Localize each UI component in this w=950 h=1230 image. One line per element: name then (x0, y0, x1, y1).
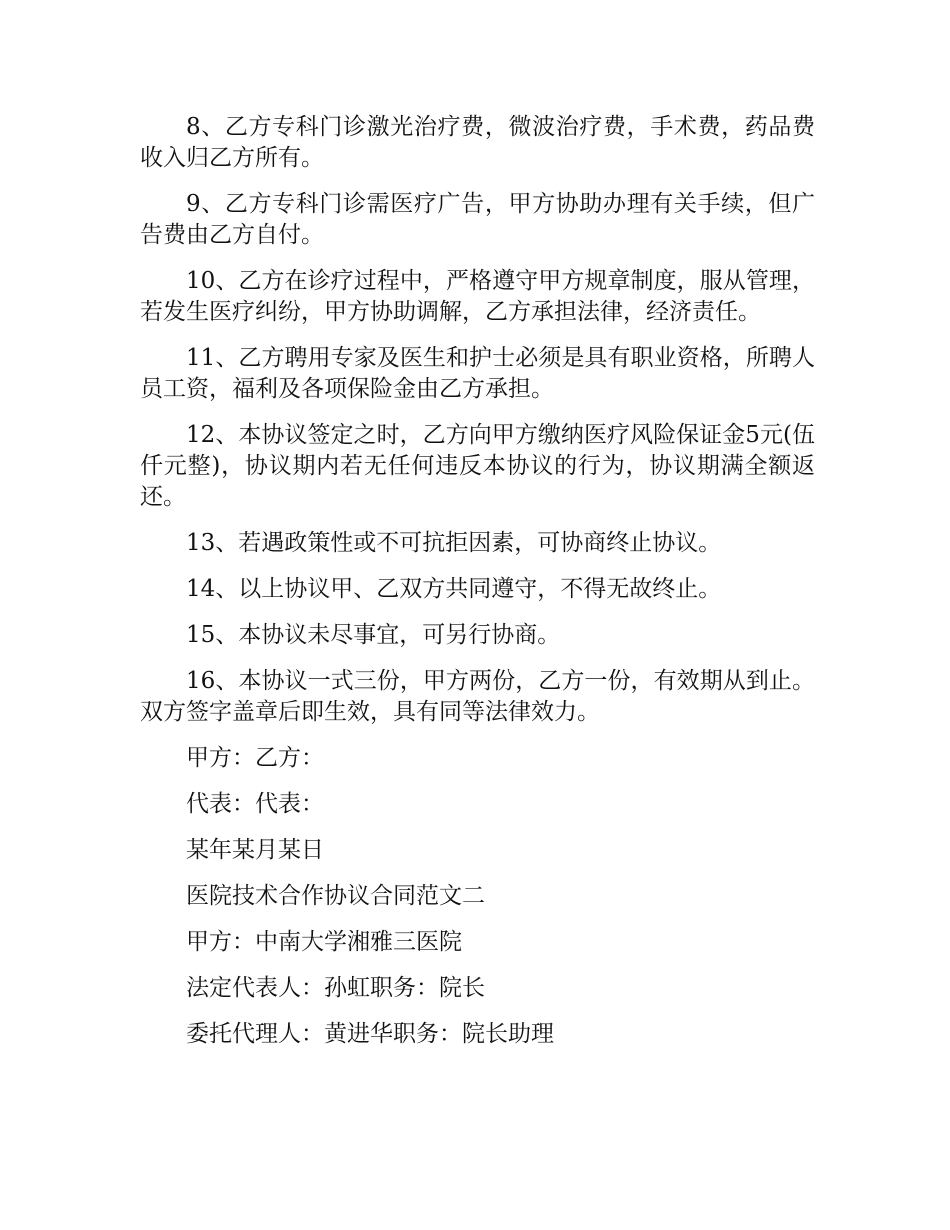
clause-8: 8、乙方专科门诊激光治疗费，微波治疗费，手术费，药品费收入归乙方所有。 (140, 114, 815, 171)
document-body (140, 112, 815, 1065)
clause-14: 14、以上协议甲、乙双方共同遵守，不得无故终止。 (186, 576, 722, 602)
date-line: 某年某月某日 (186, 837, 324, 863)
clause-16: 16、本协议一式三份，甲方两份，乙方一份，有效期从到止。双方签字盖章后即生效，具有同等法律效力。 (140, 668, 815, 725)
clause-12: 12、本协议签定之时，乙方向甲方缴纳医疗风险保证金5元(伍仟元整)，协议期内若无任何违反本协议的行为，协议期满全额返还。 (140, 422, 815, 510)
clause-10: 10、乙方在诊疗过程中，严格遵守甲方规章制度，服从管理，若发生医疗纠纷，甲方协助调解，乙方承担法律，经济责任。 (140, 268, 815, 325)
legal-representative-line: 法定代表人：孙虹职务：院长 (186, 975, 485, 1001)
clause-15: 15、本协议未尽事宜，可另行协商。 (186, 622, 561, 648)
representative-line: 代表：代表： (186, 791, 324, 817)
clause-9: 9、乙方专科门诊需医疗广告，甲方协助办理有关手续，但广告费由乙方自付。 (140, 191, 815, 248)
clause-11: 11、乙方聘用专家及医生和护士必须是具有职业资格，所聘人员工资，福利及各项保险金由乙方承担。 (140, 345, 815, 402)
clause-13: 13、若遇政策性或不可抗拒因素，可协商终止协议。 (186, 530, 722, 556)
party-signature-line: 甲方：乙方： (186, 745, 324, 771)
authorized-agent-line: 委托代理人：黄进华职务：院长助理 (186, 1021, 554, 1047)
party-a-line: 甲方：中南大学湘雅三医院 (186, 929, 462, 955)
section-title: 医院技术合作协议合同范文二 (186, 883, 485, 909)
